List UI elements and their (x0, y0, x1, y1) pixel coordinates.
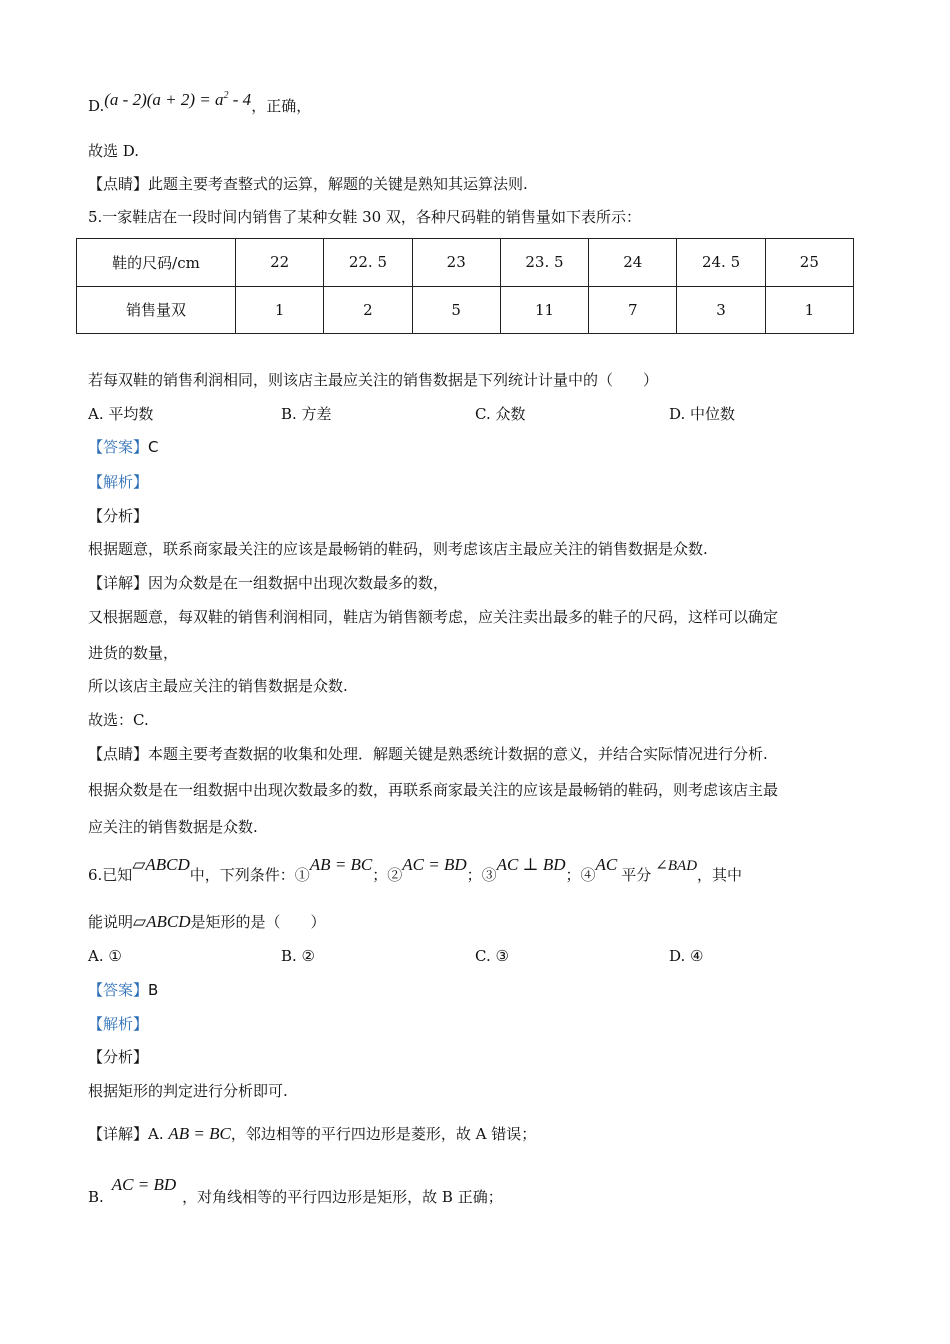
table-row (77, 239, 854, 287)
q5-detail-1: 【详解】因为众数是在一组数据中出现次数最多的数， (88, 574, 449, 592)
q6-detail-a (88, 1124, 536, 1144)
table-cell: 1 (236, 286, 324, 334)
angle-bad: ∠BAD (655, 858, 698, 874)
q6-line2-c: 是矩形的是（ ） (190, 913, 326, 931)
condition-2: AC = BD (402, 855, 467, 874)
detail-a-pre: 【详解】A. (88, 1125, 164, 1143)
q5-comment-1: 【点睛】本题主要考查数据的收集和处理．解题关键是熟悉统计数据的意义，并结合实际情况进行分析. (88, 745, 768, 763)
q6-mid: 中，下列条件：① (189, 866, 310, 884)
option-d-formula (104, 90, 251, 109)
q5-comment-3: 应关注的销售数据是众数. (88, 818, 258, 836)
condition-1: AB = BC (309, 855, 373, 874)
table-cell: 11 (500, 286, 588, 334)
table-cell: 22. 5 (324, 239, 412, 287)
table-header-count: 销售量双 (77, 286, 236, 334)
q5-fenxi-text: 根据题意，联系商家最关注的应该是最畅销的鞋码，则考虑该店主最应关注的销售数据是众数. (88, 540, 708, 558)
option-d-label: D. (88, 97, 105, 115)
parallelogram-abcd: ▱ABCD (132, 855, 190, 874)
formula-exponent: 2 (223, 90, 229, 101)
q6-stem-line1 (88, 852, 743, 884)
table-header-size (77, 239, 236, 287)
condition-4: AC (595, 855, 618, 874)
q5-detail-2: 又根据题意，每双鞋的销售利润相同，鞋店为销售额考虑，应关注卖出最多的鞋子的尺码，这样可以确定 (88, 608, 779, 626)
table-cell: 23 (412, 239, 500, 287)
detail-b-math: AC = BD (111, 1175, 177, 1194)
option-d-suffix: ，正确， (251, 97, 312, 115)
q6-sep-1: ；② (372, 866, 403, 884)
size-label: 鞋的尺码/cm (112, 253, 200, 272)
q5-detail-3: 进货的数量， (88, 644, 179, 662)
q6-option-c: C. ③ (475, 947, 509, 965)
q5-answer (88, 437, 159, 457)
table-cell: 23. 5 (500, 239, 588, 287)
table-cell: 22 (236, 239, 324, 287)
prev-select: 故选 D. (88, 142, 140, 160)
detail-b-pre: B. (88, 1188, 104, 1206)
table-row (77, 286, 854, 334)
q6-option-d: D. ④ (669, 947, 704, 965)
q5-option-b: B. 方差 (281, 405, 332, 423)
detail-a-post: ，邻边相等的平行四边形是菱形，故 A 错误； (230, 1125, 537, 1143)
table-cell: 1 (765, 286, 853, 334)
shoe-size-table (76, 238, 854, 334)
table-cell: 5 (412, 286, 500, 334)
answer-value: C (148, 438, 159, 456)
q6-answer (88, 980, 158, 1000)
table-cell: 3 (677, 286, 765, 334)
table-cell: 2 (324, 286, 412, 334)
q5-select: 故选：C. (88, 711, 149, 729)
prev-comment: 【点睛】此题主要考查整式的运算，解题的关键是熟知其运算法则. (88, 175, 528, 193)
parallelogram-abcd-2: ▱ABCD (133, 912, 191, 931)
q6-sep-2: ；③ (466, 866, 497, 884)
q5-question: 若每双鞋的销售利润相同，则该店主最应关注的销售数据是下列统计计量中的（ ） (88, 371, 659, 389)
q6-sep-3: ；④ (565, 866, 596, 884)
condition-3: AC ⊥ BD (496, 855, 566, 874)
option-d-line (88, 86, 312, 115)
q6-option-b: B. ② (281, 947, 316, 965)
q5-stem: 5.一家鞋店在一段时间内销售了某种女鞋 30 双，各种尺码鞋的销售量如下表所示： (88, 208, 641, 226)
table-cell: 24 (589, 239, 677, 287)
answer-tag: 【答案】 (88, 438, 149, 456)
table-cell: 24. 5 (677, 239, 765, 287)
q6-detail-b (88, 1172, 503, 1206)
q6-fenxi-text: 根据矩形的判定进行分析即可. (88, 1082, 288, 1100)
q6-tail: ，其中 (697, 866, 743, 884)
q5-comment-2: 根据众数是在一组数据中出现次数最多的数，再联系商家最关注的应该是最畅销的鞋码，则考虑该店主最 (88, 781, 779, 799)
q6-analysis-tag: 【解析】 (88, 1015, 149, 1033)
q6-bisect: 平分 (621, 866, 652, 884)
table-cell: 7 (589, 286, 677, 334)
q5-option-a: A. 平均数 (88, 405, 154, 423)
q6-prefix: 6.已知 (88, 866, 133, 884)
detail-a-math: AB = BC (168, 1124, 231, 1143)
table-cell: 25 (765, 239, 853, 287)
formula-main: (a - 2)(a + 2) = a (104, 90, 224, 109)
q5-option-c: C. 众数 (475, 405, 526, 423)
q5-option-d: D. 中位数 (669, 405, 736, 423)
q5-detail-4: 所以该店主最应关注的销售数据是众数. (88, 677, 348, 695)
q5-analysis-tag: 【解析】 (88, 473, 149, 491)
q6-fenxi-tag: 【分析】 (88, 1048, 149, 1066)
q5-fenxi-tag: 【分析】 (88, 507, 149, 525)
answer-value: B (148, 981, 159, 999)
q6-stem-line2 (88, 912, 326, 932)
formula-tail: - 4 (228, 90, 252, 109)
answer-tag: 【答案】 (88, 981, 149, 999)
detail-b-post: ，对角线相等的平行四边形是矩形，故 B 正确； (182, 1188, 503, 1206)
q6-line2-a: 能说明 (88, 913, 134, 931)
q6-option-a: A. ① (88, 947, 122, 965)
